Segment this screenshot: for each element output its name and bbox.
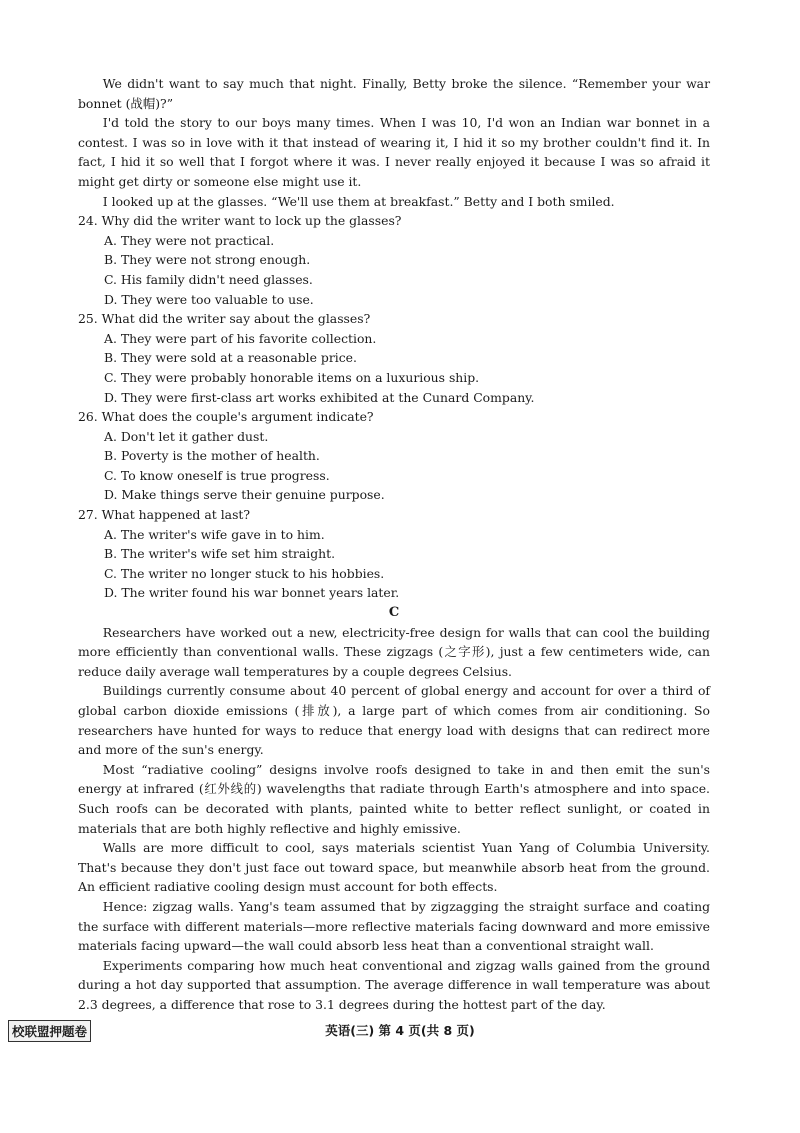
answer-option: A. The writer's wife gave in to him.	[104, 526, 325, 542]
question-26	[78, 407, 710, 505]
answer-option: B. Poverty is the mother of health.	[104, 448, 320, 464]
answer-option: C. The writer no longer stuck to his hobbies.	[104, 565, 385, 581]
passage-paragraph: Researchers have worked out a new, electricity-free design for walls that can cool the building more efficiently than conventional walls. These zigzags (之字形), just a few centimeters wide, can reduce daily average wall temperatures by a couple degrees Celsius.	[78, 624, 710, 679]
footer-series-label: 校联盟押题卷	[8, 1020, 91, 1042]
question-24	[78, 211, 710, 309]
answer-option: D. They were too valuable to use.	[104, 291, 314, 307]
answer-option: C. To know oneself is true progress.	[104, 467, 330, 483]
question-25	[78, 309, 710, 407]
passage-paragraph: We didn't want to say much that night. Finally, Betty broke the silence. “Remember your war bonnet (战帽)?”	[78, 76, 710, 111]
answer-option: C. His family didn't need glasses.	[104, 271, 313, 287]
passage-paragraph: Walls are more difficult to cool, says materials scientist Yuan Yang of Columbia University. That's because they don't just face out toward space, but meanwhile absorb heat from the ground. An efficient radiative cooling design must account for both effects.	[78, 840, 710, 895]
page-footer	[0, 1017, 800, 1041]
answer-option: D. They were first-class art works exhibited at the Cunard Company.	[104, 389, 535, 405]
question-stem: 25. What did the writer say about the glasses?	[78, 311, 371, 327]
question-stem: 27. What happened at last?	[78, 507, 251, 523]
answer-option: A. They were not practical.	[104, 232, 275, 248]
section-heading: C	[388, 605, 400, 621]
passage-paragraph: Most “radiative cooling” designs involve roofs designed to take in and then emit the sun's energy at infrared (红外线的) wavelengths that radiate through Earth's atmosphere and into space. Such roofs can be decorated with plants, painted white to better reflect sunlight, or coated in materials that are both highly reflective and highly emissive.	[78, 761, 710, 836]
exam-page	[78, 74, 710, 1015]
passage-paragraph: Buildings currently consume about 40 percent of global energy and account for over a third of global carbon dioxide emissions (排放), a large part of which comes from air conditioning. So researchers have hunted for ways to reduce that energy load with designs that can redirect more and more of the sun's energy.	[78, 683, 710, 758]
footer-page-number: 英语(三) 第 4 页(共 8 页)	[325, 1023, 475, 1038]
answer-option: C. They were probably honorable items on a luxurious ship.	[104, 369, 480, 385]
answer-option: B. They were sold at a reasonable price.	[104, 350, 357, 366]
answer-option: A. Don't let it gather dust.	[104, 428, 269, 444]
question-stem: 24. Why did the writer want to lock up the glasses?	[78, 213, 402, 229]
answer-option: D. The writer found his war bonnet years later.	[104, 585, 400, 601]
answer-option: B. They were not strong enough.	[104, 252, 311, 268]
passage-paragraph: Experiments comparing how much heat conventional and zigzag walls gained from the ground during a hot day supported that assumption. The average difference in wall temperature was about 2.3 degrees, a difference that rose to 3.1 degrees during the hottest part of the day.	[78, 957, 710, 1012]
question-27	[78, 505, 710, 603]
answer-option: A. They were part of his favorite collection.	[104, 330, 377, 346]
question-stem: 26. What does the couple's argument indicate?	[78, 409, 374, 425]
passage-paragraph: I looked up at the glasses. “We'll use them at breakfast.” Betty and I both smiled.	[102, 193, 615, 209]
answer-option: B. The writer's wife set him straight.	[104, 546, 336, 562]
passage-paragraph: Hence: zigzag walls. Yang's team assumed that by zigzagging the straight surface and coating the surface with different materials—more reflective materials facing downward and more emissive materials facing upward—the wall could absorb less heat than a conventional straight wall.	[78, 898, 710, 954]
passage-paragraph: I'd told the story to our boys many times. When I was 10, I'd won an Indian war bonnet in a contest. I was so in love with it that instead of wearing it, I hid it so my brother couldn't find it. In fact, I hid it so well that I forgot where it was. I never really enjoyed it because I was so afraid it might get dirty or someone else might use it.	[78, 115, 710, 189]
answer-option: D. Make things serve their genuine purpose.	[104, 487, 385, 503]
